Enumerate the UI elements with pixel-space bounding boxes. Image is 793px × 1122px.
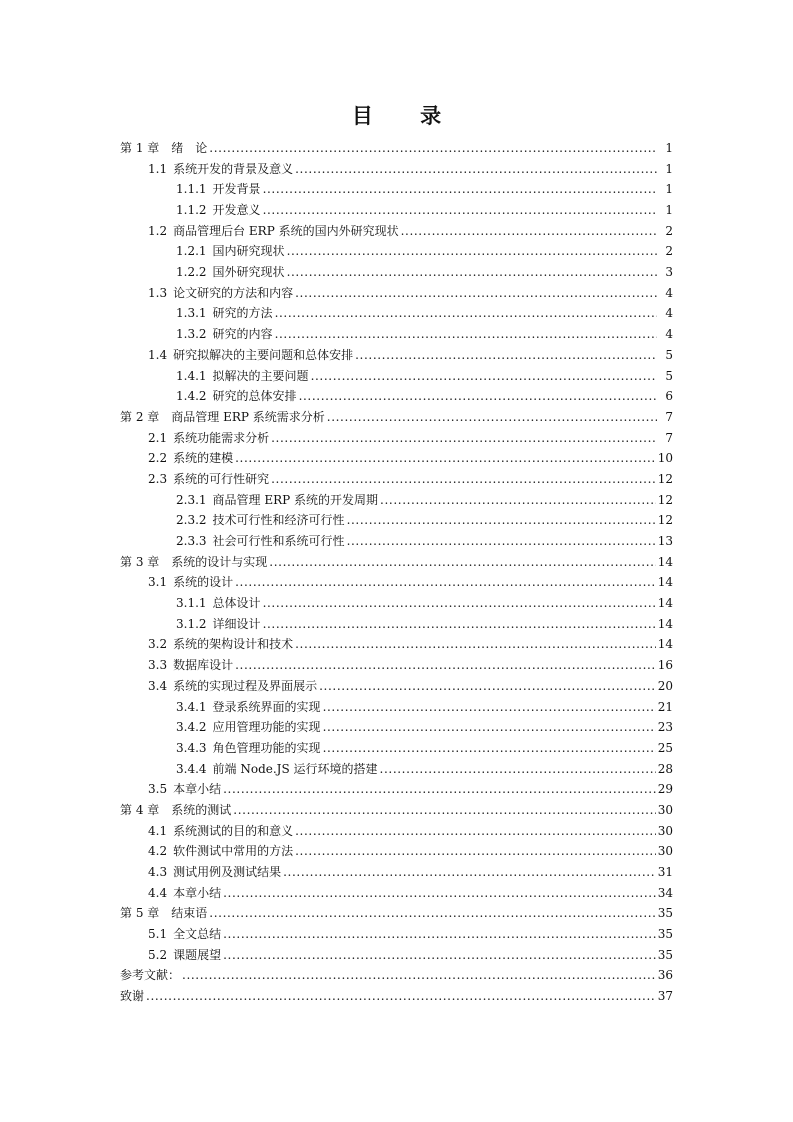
toc-entry[interactable] <box>120 759 673 780</box>
toc-entry[interactable] <box>120 572 673 593</box>
toc-entry-title: 测试用例及测试结果 <box>173 865 282 880</box>
toc-entry-page-number: 13 <box>657 534 673 549</box>
toc-entry-number: 1.3.1 <box>176 306 207 321</box>
toc-dot-leader <box>263 179 657 200</box>
toc-entry[interactable] <box>120 221 673 242</box>
toc-entry-title: 总体设计 <box>212 596 261 611</box>
toc-entry-number: 1.3 <box>148 285 168 300</box>
toc-entry-number: 3.4.2 <box>176 720 207 735</box>
toc-entry[interactable] <box>120 448 673 469</box>
toc-entry-page-number: 7 <box>665 430 673 445</box>
toc-entry-number: 第 3 章 <box>120 554 160 569</box>
toc-entry-page-number: 4 <box>665 306 673 321</box>
toc-entry-page-number: 30 <box>657 802 673 817</box>
toc-dot-leader <box>323 738 656 759</box>
toc-entry-number: 5.1 <box>148 927 168 942</box>
toc-dot-leader <box>295 841 656 862</box>
toc-entry-page-number: 5 <box>665 347 673 362</box>
toc-entry-page-number: 14 <box>657 554 673 569</box>
toc-dot-leader <box>283 862 656 883</box>
toc-entry-title: 角色管理功能的实现 <box>212 740 321 755</box>
toc-dot-leader <box>233 800 655 821</box>
toc-entry-title: 系统测试的目的和意义 <box>173 823 294 838</box>
toc-entry-number: 2.3 <box>148 471 168 486</box>
toc-entry-title: 研究的内容 <box>212 327 273 342</box>
toc-entry-title: 参考文献： <box>120 968 181 983</box>
toc-entry-page-number: 14 <box>657 616 673 631</box>
toc-entry-page-number: 30 <box>657 844 673 859</box>
toc-dot-leader <box>380 490 656 511</box>
toc-entry-number: 3.1.1 <box>176 596 207 611</box>
toc-entry-title: 开发意义 <box>212 203 261 218</box>
toc-entry-page-number: 12 <box>657 492 673 507</box>
toc-dot-leader <box>223 924 656 945</box>
toc-entry-title: 系统功能需求分析 <box>173 430 270 445</box>
toc-entry[interactable] <box>120 490 673 511</box>
toc-entry[interactable] <box>120 614 673 635</box>
toc-dot-leader <box>295 821 656 842</box>
toc-entry-number: 3.4 <box>148 678 168 693</box>
toc-entry-page-number: 29 <box>657 782 673 797</box>
toc-entry-number: 3.3 <box>148 658 168 673</box>
toc-entry-number: 3.1.2 <box>176 616 207 631</box>
toc-entry-page-number: 34 <box>657 885 673 900</box>
toc-entry-number: 第 4 章 <box>120 802 160 817</box>
toc-entry[interactable] <box>120 779 673 800</box>
toc-dot-leader <box>323 697 656 718</box>
toc-dot-leader <box>209 903 655 924</box>
toc-entry-title: 商品管理 ERP 系统需求分析 <box>171 409 325 424</box>
toc-entry[interactable] <box>120 262 673 283</box>
toc-entry-number: 4.1 <box>148 823 168 838</box>
toc-entry[interactable] <box>120 924 673 945</box>
toc-entry[interactable] <box>120 883 673 904</box>
toc-entry-page-number: 4 <box>665 285 673 300</box>
toc-entry-page-number: 1 <box>665 182 673 197</box>
toc-dot-leader <box>287 262 657 283</box>
toc-entry[interactable] <box>120 159 673 180</box>
toc-entry-title: 研究的方法 <box>212 306 273 321</box>
toc-entry-title: 数据库设计 <box>173 658 234 673</box>
toc-entry-page-number: 35 <box>657 947 673 962</box>
toc-entry[interactable] <box>120 469 673 490</box>
toc-dot-leader <box>380 759 656 780</box>
toc-dot-leader <box>299 386 657 407</box>
toc-entry-number: 1.1.1 <box>176 182 207 197</box>
toc-entry[interactable] <box>120 510 673 531</box>
toc-entry-page-number: 12 <box>657 513 673 528</box>
toc-entry-title: 全文总结 <box>173 927 222 942</box>
toc-dot-leader <box>271 469 656 490</box>
toc-entry-page-number: 31 <box>657 865 673 880</box>
toc-dot-leader <box>295 283 657 304</box>
toc-entry[interactable] <box>120 862 673 883</box>
toc-entry-title: 登录系统界面的实现 <box>212 699 321 714</box>
toc-entry[interactable] <box>120 345 673 366</box>
toc-entry-title: 详细设计 <box>212 616 261 631</box>
toc-dot-leader <box>287 241 657 262</box>
toc-entry[interactable] <box>120 655 673 676</box>
toc-entry[interactable] <box>120 593 673 614</box>
toc-entry-page-number: 2 <box>665 244 673 259</box>
toc-dot-leader <box>347 531 656 552</box>
toc-dot-leader <box>235 655 656 676</box>
toc-entry-number: 1.2.2 <box>176 265 207 280</box>
toc-dot-leader <box>323 717 656 738</box>
toc-dot-leader <box>327 407 657 428</box>
toc-dot-leader <box>182 966 656 987</box>
toc-entry-page-number: 1 <box>665 161 673 176</box>
toc-entry-title: 商品管理 ERP 系统的开发周期 <box>212 492 379 507</box>
toc-entry-page-number: 16 <box>657 658 673 673</box>
toc-entry-page-number: 1 <box>665 140 673 155</box>
toc-dot-leader <box>263 614 656 635</box>
toc-entry[interactable] <box>120 531 673 552</box>
toc-entry-title: 结束语 <box>171 906 208 921</box>
toc-entry-number: 1.4.2 <box>176 389 207 404</box>
toc-entry[interactable] <box>120 903 673 924</box>
toc-entry[interactable] <box>120 386 673 407</box>
toc-entry-number: 5.2 <box>148 947 168 962</box>
toc-dot-leader <box>295 159 657 180</box>
toc-entry[interactable] <box>120 800 673 821</box>
toc-entry[interactable] <box>120 738 673 759</box>
toc-entry-number: 4.2 <box>148 844 168 859</box>
toc-entry-title: 系统的架构设计和技术 <box>173 637 294 652</box>
toc-entry-title: 论文研究的方法和内容 <box>173 285 294 300</box>
toc-dot-leader <box>223 883 656 904</box>
toc-entry-page-number: 12 <box>657 471 673 486</box>
toc-entry-title: 致谢 <box>120 989 145 1004</box>
toc-entry[interactable] <box>120 283 673 304</box>
toc-list <box>120 138 673 1007</box>
toc-entry-page-number: 25 <box>657 740 673 755</box>
toc-entry-title: 系统开发的背景及意义 <box>173 161 294 176</box>
toc-entry[interactable] <box>120 717 673 738</box>
toc-entry-number: 4.3 <box>148 865 168 880</box>
toc-entry-title: 研究拟解决的主要问题和总体安排 <box>173 347 354 362</box>
toc-entry-title: 前端 Node.JS 运行环境的搭建 <box>212 761 378 776</box>
toc-entry-number: 1.1.2 <box>176 203 207 218</box>
toc-entry-title: 系统的测试 <box>171 802 232 817</box>
toc-dot-leader <box>355 345 657 366</box>
toc-entry-title: 社会可行性和系统可行性 <box>212 534 345 549</box>
toc-dot-leader <box>146 986 656 1007</box>
toc-entry-title: 系统的实现过程及界面展示 <box>173 678 318 693</box>
toc-entry-page-number: 35 <box>657 906 673 921</box>
toc-entry[interactable] <box>120 966 673 987</box>
toc-entry[interactable] <box>120 676 673 697</box>
toc-entry-title: 本章小结 <box>173 782 222 797</box>
toc-entry-page-number: 23 <box>657 720 673 735</box>
toc-entry[interactable] <box>120 324 673 345</box>
toc-entry-number: 1.1 <box>148 161 168 176</box>
toc-entry-title: 系统的可行性研究 <box>173 471 270 486</box>
toc-dot-leader <box>311 366 657 387</box>
toc-entry-number: 3.4.3 <box>176 740 207 755</box>
toc-entry-title: 本章小结 <box>173 885 222 900</box>
toc-entry[interactable] <box>120 945 673 966</box>
toc-entry-number: 第 5 章 <box>120 906 160 921</box>
toc-entry-title: 软件测试中常用的方法 <box>173 844 294 859</box>
toc-entry-page-number: 5 <box>665 368 673 383</box>
toc-entry-number: 3.4.4 <box>176 761 207 776</box>
toc-entry-page-number: 37 <box>657 989 673 1004</box>
toc-entry-title: 课题展望 <box>173 947 222 962</box>
toc-dot-leader <box>223 945 656 966</box>
toc-entry-page-number: 35 <box>657 927 673 942</box>
toc-dot-leader <box>271 428 657 449</box>
toc-entry-number: 3.1 <box>148 575 168 590</box>
toc-dot-leader <box>235 572 656 593</box>
toc-entry-number: 1.2.1 <box>176 244 207 259</box>
toc-dot-leader <box>263 200 657 221</box>
toc-entry-title: 绪 论 <box>171 140 208 155</box>
toc-entry[interactable] <box>120 138 673 159</box>
toc-entry[interactable] <box>120 200 673 221</box>
toc-entry-title: 系统的设计 <box>173 575 234 590</box>
toc-entry-page-number: 14 <box>657 596 673 611</box>
toc-entry-page-number: 21 <box>657 699 673 714</box>
toc-entry-page-number: 10 <box>657 451 673 466</box>
toc-entry-title: 系统的建模 <box>173 451 234 466</box>
toc-dot-leader <box>319 676 656 697</box>
toc-entry-number: 2.1 <box>148 430 168 445</box>
toc-entry[interactable] <box>120 986 673 1007</box>
toc-entry-number: 3.2 <box>148 637 168 652</box>
toc-entry-number: 1.3.2 <box>176 327 207 342</box>
toc-dot-leader <box>223 779 656 800</box>
toc-entry-page-number: 4 <box>665 327 673 342</box>
toc-entry[interactable] <box>120 428 673 449</box>
toc-dot-leader <box>295 635 656 656</box>
toc-entry[interactable] <box>120 841 673 862</box>
toc-dot-leader <box>275 304 657 325</box>
toc-entry[interactable] <box>120 407 673 428</box>
toc-entry[interactable] <box>120 241 673 262</box>
toc-dot-leader <box>209 138 657 159</box>
toc-entry-number: 第 2 章 <box>120 409 160 424</box>
toc-entry[interactable] <box>120 635 673 656</box>
toc-entry-number: 4.4 <box>148 885 168 900</box>
toc-entry[interactable] <box>120 552 673 573</box>
toc-entry[interactable] <box>120 821 673 842</box>
toc-entry-title: 国外研究现状 <box>212 265 285 280</box>
toc-entry-number: 3.5 <box>148 782 168 797</box>
toc-entry-number: 2.2 <box>148 451 168 466</box>
toc-dot-leader <box>263 593 656 614</box>
toc-entry-number: 1.4.1 <box>176 368 207 383</box>
toc-entry-page-number: 1 <box>665 203 673 218</box>
toc-entry-number: 2.3.1 <box>176 492 207 507</box>
toc-dot-leader <box>235 448 656 469</box>
toc-entry-title: 开发背景 <box>212 182 261 197</box>
toc-entry-title: 商品管理后台 ERP 系统的国内外研究现状 <box>173 223 399 238</box>
toc-entry[interactable] <box>120 179 673 200</box>
toc-entry-page-number: 3 <box>665 265 673 280</box>
toc-entry-number: 第 1 章 <box>120 140 160 155</box>
toc-entry-title: 技术可行性和经济可行性 <box>212 513 345 528</box>
toc-dot-leader <box>401 221 657 242</box>
toc-entry-page-number: 7 <box>665 409 673 424</box>
toc-dot-leader <box>269 552 655 573</box>
toc-entry[interactable] <box>120 697 673 718</box>
toc-entry-page-number: 2 <box>665 223 673 238</box>
toc-entry-number: 1.4 <box>148 347 168 362</box>
toc-dot-leader <box>275 324 657 345</box>
toc-entry[interactable] <box>120 304 673 325</box>
toc-entry-page-number: 6 <box>665 389 673 404</box>
toc-entry-title: 应用管理功能的实现 <box>212 720 321 735</box>
toc-entry-number: 2.3.3 <box>176 534 207 549</box>
toc-title: 目 录 <box>351 104 462 128</box>
toc-entry-title: 研究的总体安排 <box>212 389 297 404</box>
toc-entry-page-number: 20 <box>657 678 673 693</box>
toc-dot-leader <box>347 510 656 531</box>
toc-entry-title: 拟解决的主要问题 <box>212 368 309 383</box>
toc-entry-number: 1.2 <box>148 223 168 238</box>
toc-entry-title: 国内研究现状 <box>212 244 285 259</box>
toc-entry-page-number: 28 <box>657 761 673 776</box>
toc-entry-page-number: 14 <box>657 637 673 652</box>
toc-entry-number: 2.3.2 <box>176 513 207 528</box>
toc-entry-page-number: 14 <box>657 575 673 590</box>
toc-entry[interactable] <box>120 366 673 387</box>
toc-entry-page-number: 36 <box>657 968 673 983</box>
toc-entry-page-number: 30 <box>657 823 673 838</box>
toc-entry-title: 系统的设计与实现 <box>171 554 268 569</box>
toc-entry-number: 3.4.1 <box>176 699 207 714</box>
